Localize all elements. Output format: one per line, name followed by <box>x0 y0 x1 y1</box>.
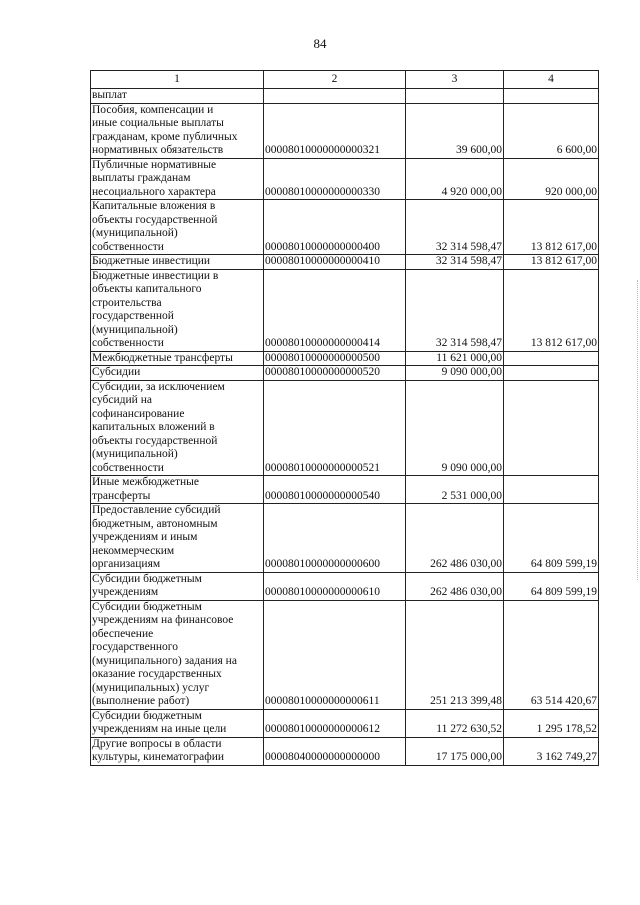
row-name-cell: Бюджетные инвестиции <box>91 255 264 270</box>
row-code-cell: 00008010000000000612 <box>264 709 406 737</box>
row-name-cell: Капитальные вложения в объекты государственной (муниципальной) собственности <box>91 200 264 255</box>
row-name-cell: Субсидии бюджетным учреждениям на финансовое обеспечение государственного (муниципального) задания на оказание государственных (муниципальных) услуг (выполнение работ) <box>91 600 264 709</box>
row-value-col4-cell <box>504 89 599 104</box>
table-row <box>91 200 599 255</box>
row-value-col3-cell: 17 175 000,00 <box>406 737 504 765</box>
column-header-4: 4 <box>504 71 599 89</box>
row-code-cell: 00008010000000000321 <box>264 103 406 158</box>
row-name-cell: Бюджетные инвестиции в объекты капитального строительства государственной (муниципальной) собственности <box>91 269 264 351</box>
row-code-cell <box>264 89 406 104</box>
row-code-cell: 00008010000000000610 <box>264 572 406 600</box>
table-row <box>91 380 599 476</box>
row-value-col3-cell: 262 486 030,00 <box>406 504 504 573</box>
row-value-col4-cell: 3 162 749,27 <box>504 737 599 765</box>
row-value-col4-cell: 63 514 420,67 <box>504 600 599 709</box>
row-value-col3-cell: 11 272 630,52 <box>406 709 504 737</box>
row-code-cell: 00008010000000000400 <box>264 200 406 255</box>
row-value-col4-cell: 6 600,00 <box>504 103 599 158</box>
row-name-cell: Иные межбюджетные трансферты <box>91 476 264 504</box>
table-row <box>91 737 599 765</box>
table-row <box>91 709 599 737</box>
row-code-cell: 00008010000000000600 <box>264 504 406 573</box>
row-value-col4-cell: 13 812 617,00 <box>504 200 599 255</box>
row-code-cell: 00008010000000000540 <box>264 476 406 504</box>
table-row <box>91 600 599 709</box>
row-value-col3-cell: 2 531 000,00 <box>406 476 504 504</box>
row-name-cell: выплат <box>91 89 264 104</box>
table-row <box>91 89 599 104</box>
row-value-col3-cell: 11 621 000,00 <box>406 351 504 366</box>
table-row <box>91 255 599 270</box>
row-value-col3-cell: 32 314 598,47 <box>406 255 504 270</box>
row-value-col3-cell: 32 314 598,47 <box>406 200 504 255</box>
row-name-cell: Субсидии, за исключением субсидий на софинансирование капитальных вложений в объекты государственной (муниципальной) собственности <box>91 380 264 476</box>
row-name-cell: Предоставление субсидий бюджетным, автономным учреждениям и иным некоммерческим организациям <box>91 504 264 573</box>
row-value-col4-cell: 64 809 599,19 <box>504 572 599 600</box>
row-code-cell: 00008010000000000521 <box>264 380 406 476</box>
row-code-cell: 00008010000000000520 <box>264 366 406 381</box>
column-header-1: 1 <box>91 71 264 89</box>
row-value-col3-cell: 39 600,00 <box>406 103 504 158</box>
table-row <box>91 366 599 381</box>
row-code-cell: 00008010000000000500 <box>264 351 406 366</box>
row-value-col3-cell: 262 486 030,00 <box>406 572 504 600</box>
budget-table <box>90 70 599 766</box>
row-value-col4-cell <box>504 366 599 381</box>
table-header-row <box>91 71 599 89</box>
table-row <box>91 269 599 351</box>
row-name-cell: Пособия, компенсации и иные социальные выплаты гражданам, кроме публичных нормативных обязательств <box>91 103 264 158</box>
table-row <box>91 158 599 200</box>
table-row <box>91 476 599 504</box>
row-name-cell: Субсидии бюджетным учреждениям <box>91 572 264 600</box>
row-value-col4-cell: 1 295 178,52 <box>504 709 599 737</box>
row-code-cell: 00008010000000000410 <box>264 255 406 270</box>
table-row <box>91 351 599 366</box>
row-value-col4-cell: 13 812 617,00 <box>504 255 599 270</box>
row-name-cell: Субсидии <box>91 366 264 381</box>
column-header-2: 2 <box>264 71 406 89</box>
row-code-cell: 00008040000000000000 <box>264 737 406 765</box>
row-code-cell: 00008010000000000414 <box>264 269 406 351</box>
page-number: 84 <box>313 36 327 51</box>
row-value-col4-cell <box>504 380 599 476</box>
row-code-cell: 00008010000000000611 <box>264 600 406 709</box>
row-value-col3-cell: 9 090 000,00 <box>406 366 504 381</box>
row-name-cell: Межбюджетные трансферты <box>91 351 264 366</box>
row-value-col3-cell: 251 213 399,48 <box>406 600 504 709</box>
row-name-cell: Другие вопросы в области культуры, кинематографии <box>91 737 264 765</box>
row-code-cell: 00008010000000000330 <box>264 158 406 200</box>
row-value-col3-cell: 4 920 000,00 <box>406 158 504 200</box>
row-value-col3-cell: 32 314 598,47 <box>406 269 504 351</box>
row-name-cell: Субсидии бюджетным учреждениям на иные цели <box>91 709 264 737</box>
row-value-col4-cell: 13 812 617,00 <box>504 269 599 351</box>
row-value-col4-cell <box>504 476 599 504</box>
scan-edge-mark <box>635 280 638 580</box>
table-row <box>91 103 599 158</box>
row-name-cell: Публичные нормативные выплаты гражданам несоциального характера <box>91 158 264 200</box>
table-row <box>91 504 599 573</box>
row-value-col4-cell: 920 000,00 <box>504 158 599 200</box>
column-header-3: 3 <box>406 71 504 89</box>
row-value-col4-cell: 64 809 599,19 <box>504 504 599 573</box>
row-value-col4-cell <box>504 351 599 366</box>
row-value-col3-cell: 9 090 000,00 <box>406 380 504 476</box>
table-row <box>91 572 599 600</box>
row-value-col3-cell <box>406 89 504 104</box>
